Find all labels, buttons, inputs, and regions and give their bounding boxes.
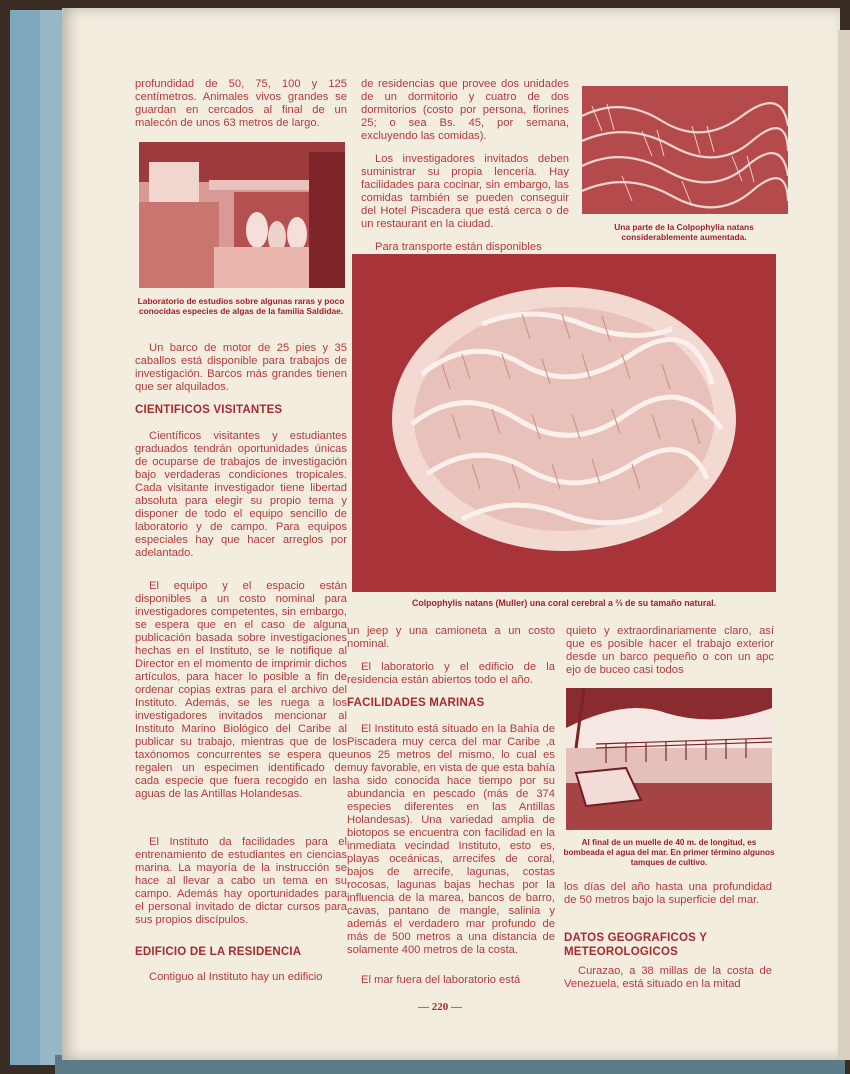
paragraph-mar: El mar fuera del laboratorio está [361,974,521,986]
brain-coral-image [352,254,776,592]
col2-bahia-text [347,723,555,967]
paragraph-transporte: Para transporte están disponibles [375,241,542,253]
pier-image [566,688,772,830]
pier-photo-caption: Al final de un muelle de 40 m. de longitud, es bombeada el agua del mar. En primer término algunos tamques de cultivo. [563,838,775,867]
paragraph-investigadores: Los investigadores invitados deben suministrar su propia lencería. Hay facilidades para cocinar, sin embargo, las comidas también se pueden conseguir del Hotel Piscadera que está cerca o de un restaurant en la ciudad. [361,153,569,230]
heading-cientificos-visitantes: CIENTIFICOS VISITANTES [135,404,283,416]
brain-coral-photo [352,254,776,592]
col1-facilidades-text [135,836,347,937]
heading-facilidades-marinas: FACILIDADES MARINAS [347,697,485,709]
paragraph-contiguo: Contiguo al Instituto hay un edificio [149,971,323,983]
paragraph-jeep: un jeep y una camioneta a un costo nominal. [347,625,555,650]
paragraph-facilidades: El Instituto da facilidades para el entrenamiento de estudiantes en ciencias marina. La mayoría de la instrucción se hace al llevar a cabo un tema en su campo. Además hay oportunidades para el personal invitado de dictar cursos para sus propios discípulos. [135,836,347,926]
paragraph-quieto: quieto y extraordinariamente claro, así que es posible hacer el trabajo exterior desde un barco pequeño o con un apc ejo de buceo casi todos [566,625,774,676]
col1-cientificos-text [135,430,347,570]
paragraph-curazao: Curazao, a 38 millas de la costa de Venezuela, está situado en la mitad [564,965,772,990]
lab-photo-caption: Laboratorio de estudios sobre algunas raras y poco conocidas especies de algas de la familia Saldidae. [137,296,345,316]
paragraph-depth: profundidad de 50, 75, 100 y 125 centímetros. Animales vivos grandes se guardan en cercados al final de un malecón de unos 63 metros de largo. [135,78,347,129]
paragraph-residencias: de residencias que provee dos unidades de un dormitorio y cuatro de dos dormitorios (costo por persona, florines 25; o sea Bs. 45, por semana, excluyendo las comidas). [361,78,569,142]
coral-detail-image [582,86,788,214]
pier-photo [566,688,772,830]
col2-top-text [361,78,569,264]
paragraph-barco: Un barco de motor de 25 pies y 35 caballos está disponible para trabajos de investigación. Barcos más grandes tienen que ser alquilados. [135,342,347,393]
col3-dias-text [564,881,772,917]
col3-quieto-text [566,625,774,687]
page-number: — 220 — [418,1001,462,1013]
paragraph-laboratorio: El laboratorio y el edificio de la residencia están abiertos todo el año. [347,661,555,686]
heading-edificio-residencia: EDIFICIO DE LA RESIDENCIA [135,946,302,958]
col1-barco-text [135,342,347,404]
paragraph-equipo: El equipo y el espacio están disponibles a un costo nominal para investigadores competentes, sin embargo, se espera que en el caso de alguna publicación basada sobre investigaciones hechas en el Instituto, se le notifique al Director en el momento de imprimir dichos artículos, para hacer lo posible a fin de ordenar copias extras para el archivo del Instituto. Además, se les ruega a los investigadores invitados mencionar al Instituto Marino Biológico del Caribe al publicar su trabajo, mientras que de los taxónomos concurrentes se espera que regalen un especimen identificado de cada especie que fuera recogido en las aguas de las Antillas Holandesas. [135,580,347,800]
paragraph-dias: los días del año hasta una profundidad de 50 metros bajo la superficie del mar. [564,881,772,906]
col2-mar-text [347,974,555,997]
col1-intro-text [135,78,347,140]
col1-contiguo-text [135,971,347,994]
lab-photo [139,142,345,288]
lab-photo-image [139,142,345,288]
col3-curazao-text [564,965,772,1001]
brain-coral-caption: Colpophylis natans (Muller) una coral cerebral a ⅔ de su tamaño natural. [411,598,717,608]
page-edge [838,30,850,1060]
coral-detail-photo [582,86,788,214]
col2-bottom-text [347,625,555,697]
coral-detail-caption: Una parte de la Colpophylia natans considerablemente aumentada. [614,222,754,242]
paragraph-cientificos: Científicos visitantes y estudiantes graduados tendrán oportunidades únicas de ocuparse de trabajos de investigación bajo verdaderas condiciones tropicales. Cada visitante investigador tiene libertad absoluta para elegir su propio tema y disponer de todo el equipo sencillo de laboratorio y de campo. Para equipos especiales hay que hacer arreglos por adelantado. [135,430,347,559]
heading-datos-geograficos: DATOS GEOGRAFICOS Y METEOROLOGICOS [564,932,707,958]
paragraph-bahia: El Instituto está situado en la Bahía de Piscadera muy cerca del mar Caribe ,a unos 25 metros del mismo, lo cual es muy favorable, en vista de que esta bahía ha sido conocida hace tiempo por su abundancia en pescado (más de 374 especies diferentes en las Antillas Holandesas). Una variedad amplia de biotopos se encuentra con facilidad en la inmediata vecindad Instituto, esto es, playas oceánicas, arrecifes de coral, bajos de arrecife, lagunas, costas rocosas, lagunas bajas hechas por la influencia de la marea, bancos de barro, cavas, pantano de mangle, salinia y además el verdadero mar profundo de más de 500 metros a una distancia de solamente 400 metros de la costa. [347,723,555,956]
col1-equipo-text [135,580,347,811]
